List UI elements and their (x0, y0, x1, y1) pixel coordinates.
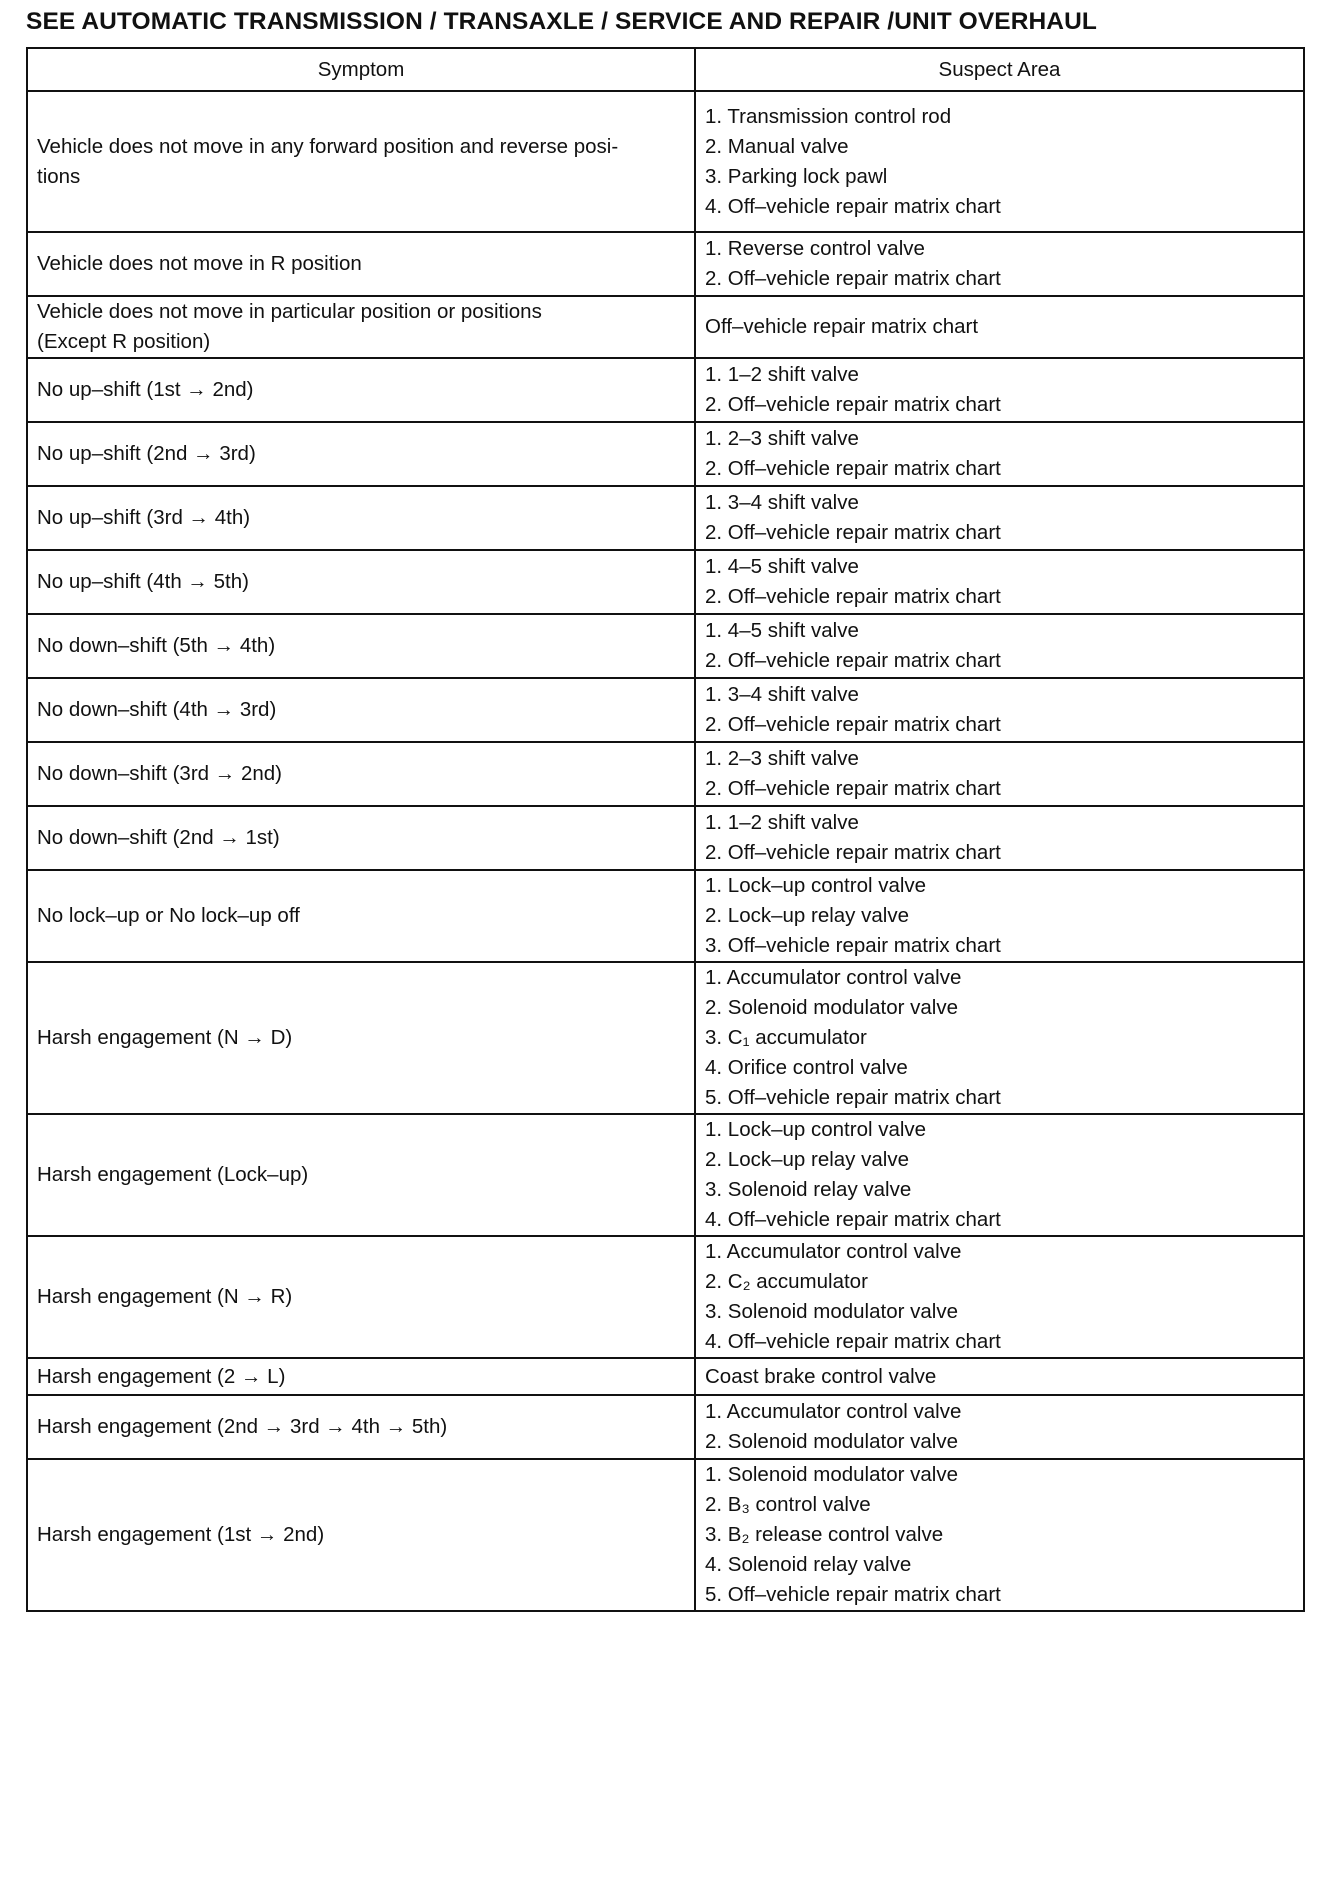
table-row (27, 1236, 1304, 1358)
suspect-area-cell (695, 742, 1304, 806)
symptom-text: tions (37, 164, 81, 188)
suspect-area-item: 2. Manual valve (705, 134, 849, 158)
symptom-cell (27, 678, 695, 742)
suspect-area-item: 5. Off–vehicle repair matrix chart (705, 1583, 1001, 1606)
suspect-area-item: 3. Off–vehicle repair matrix chart (705, 934, 1001, 957)
symptom-cell (27, 486, 695, 550)
symptom-text: No down–shift (4th → 3rd) (37, 698, 277, 721)
symptom-cell (27, 806, 695, 870)
symptom-text: No down–shift (5th → 4th) (37, 634, 276, 657)
suspect-area-item: 4. Solenoid relay valve (705, 1553, 912, 1576)
suspect-area-item: 1. Lock–up control valve (705, 874, 927, 897)
symptom-text: (Except R position) (37, 330, 211, 353)
suspect-area-item: 2. Solenoid modulator valve (705, 996, 958, 1019)
symptom-text: Harsh engagement (N → R) (37, 1285, 293, 1308)
suspect-area-item: 1. Accumulator control valve (705, 1400, 962, 1423)
table-row (27, 806, 1304, 870)
symptom-text: Vehicle does not move in any forward position and reverse posi- (37, 134, 619, 158)
suspect-area-cell (695, 91, 1304, 232)
symptom-text: No up–shift (3rd → 4th) (37, 506, 251, 529)
suspect-area-column-header: Suspect Area (695, 48, 1304, 91)
suspect-area-item: 1. 2–3 shift valve (705, 747, 859, 770)
suspect-area-item: 1. 1–2 shift valve (705, 811, 859, 834)
symptom-cell (27, 870, 695, 962)
suspect-area-item: 3. Parking lock pawl (705, 164, 888, 188)
suspect-area-item: 1. 4–5 shift valve (705, 555, 859, 578)
symptom-cell (27, 91, 695, 232)
table-row (27, 550, 1304, 614)
suspect-area-item: 1. 3–4 shift valve (705, 491, 859, 514)
symptom-cell (27, 1395, 695, 1459)
suspect-area-item: 3. C₁ accumulator (705, 1026, 867, 1049)
suspect-area-item: 1. 4–5 shift valve (705, 619, 859, 642)
table-row (27, 1114, 1304, 1236)
suspect-area-item: 1. Lock–up control valve (705, 1118, 927, 1141)
symptom-cell (27, 962, 695, 1114)
suspect-area-item: 2. C₂ accumulator (705, 1270, 868, 1293)
suspect-area-item: 4. Orifice control valve (705, 1056, 908, 1079)
suspect-area-cell (695, 1459, 1304, 1611)
suspect-area-cell (695, 678, 1304, 742)
suspect-area-item: 2. Off–vehicle repair matrix chart (705, 457, 1001, 480)
table-row (27, 614, 1304, 678)
suspect-area-item: 1. Accumulator control valve (705, 966, 962, 989)
suspect-area-item: 1. 1–2 shift valve (705, 363, 859, 386)
symptom-text: Vehicle does not move in particular position or positions (37, 300, 542, 323)
suspect-area-item: 2. Off–vehicle repair matrix chart (705, 649, 1001, 672)
suspect-area-item: 4. Off–vehicle repair matrix chart (705, 1208, 1001, 1231)
suspect-area-cell (695, 870, 1304, 962)
symptom-text: Harsh engagement (1st → 2nd) (37, 1523, 325, 1546)
symptom-column-header: Symptom (27, 48, 695, 91)
suspect-area-item: 2. Lock–up relay valve (705, 904, 909, 927)
suspect-area-item: 4. Off–vehicle repair matrix chart (705, 194, 1001, 218)
suspect-area-item: 2. Off–vehicle repair matrix chart (705, 267, 1001, 290)
suspect-area-cell (695, 1358, 1304, 1395)
symptom-cell (27, 614, 695, 678)
suspect-area-cell (695, 422, 1304, 486)
symptom-cell (27, 422, 695, 486)
suspect-area-cell (695, 296, 1304, 358)
suspect-area-item: 2. Solenoid modulator valve (705, 1430, 958, 1453)
symptom-cell (27, 742, 695, 806)
suspect-area-item: 1. Solenoid modulator valve (705, 1463, 958, 1486)
symptom-text: Harsh engagement (N → D) (37, 1026, 293, 1049)
diagnosis-table (26, 47, 1305, 1612)
symptom-text: Harsh engagement (2nd → 3rd → 4th → 5th) (37, 1415, 448, 1438)
suspect-area-cell (695, 962, 1304, 1114)
symptom-text: No up–shift (2nd → 3rd) (37, 442, 256, 465)
symptom-cell (27, 1459, 695, 1611)
suspect-area-cell (695, 550, 1304, 614)
suspect-area-item: 2. Off–vehicle repair matrix chart (705, 521, 1001, 544)
table-row (27, 962, 1304, 1114)
suspect-area-item: Coast brake control valve (705, 1364, 937, 1388)
table-row (27, 1395, 1304, 1459)
suspect-area-item: Off–vehicle repair matrix chart (705, 315, 979, 338)
symptom-cell (27, 1358, 695, 1395)
suspect-area-item: 2. Off–vehicle repair matrix chart (705, 393, 1001, 416)
suspect-area-item: 3. B₂ release control valve (705, 1523, 944, 1546)
suspect-area-cell (695, 486, 1304, 550)
symptom-text: No up–shift (1st → 2nd) (37, 378, 254, 401)
suspect-area-cell (695, 358, 1304, 422)
suspect-area-item: 1. Accumulator control valve (705, 1240, 962, 1263)
symptom-cell (27, 358, 695, 422)
suspect-area-item: 1. Reverse control valve (705, 237, 925, 260)
table-row (27, 1358, 1304, 1395)
page-title: SEE AUTOMATIC TRANSMISSION / TRANSAXLE / SERVICE AND REPAIR /UNIT OVERHAUL (26, 8, 1097, 35)
suspect-area-item: 1. Transmission control rod (705, 104, 952, 128)
table-body (27, 91, 1304, 1611)
symptom-cell (27, 232, 695, 296)
suspect-area-item: 5. Off–vehicle repair matrix chart (705, 1086, 1001, 1109)
suspect-area-item: 1. 2–3 shift valve (705, 427, 859, 450)
symptom-cell (27, 296, 695, 358)
symptom-text: No lock–up or No lock–up off (37, 904, 300, 927)
table-row (27, 742, 1304, 806)
suspect-area-item: 2. Off–vehicle repair matrix chart (705, 713, 1001, 736)
symptom-cell (27, 1114, 695, 1236)
table-row (27, 296, 1304, 358)
suspect-area-cell (695, 1395, 1304, 1459)
symptom-text: No down–shift (3rd → 2nd) (37, 762, 282, 785)
suspect-area-item: 3. Solenoid relay valve (705, 1178, 912, 1201)
suspect-area-item: 2. B₃ control valve (705, 1493, 871, 1516)
symptom-text: Harsh engagement (2 → L) (37, 1364, 286, 1388)
symptom-text: No up–shift (4th → 5th) (37, 570, 249, 593)
suspect-area-item: 2. Lock–up relay valve (705, 1148, 909, 1171)
table-row (27, 1459, 1304, 1611)
suspect-area-item: 2. Off–vehicle repair matrix chart (705, 777, 1001, 800)
suspect-area-cell (695, 232, 1304, 296)
table-row (27, 486, 1304, 550)
suspect-area-cell (695, 1236, 1304, 1358)
suspect-area-cell (695, 614, 1304, 678)
table-header-row (27, 48, 1304, 91)
suspect-area-item: 2. Off–vehicle repair matrix chart (705, 585, 1001, 608)
suspect-area-item: 1. 3–4 shift valve (705, 683, 859, 706)
table-row (27, 870, 1304, 962)
suspect-area-item: 2. Off–vehicle repair matrix chart (705, 841, 1001, 864)
table-row (27, 91, 1304, 232)
symptom-text: Vehicle does not move in R position (37, 252, 362, 275)
table-row (27, 678, 1304, 742)
table-row (27, 232, 1304, 296)
symptom-text: No down–shift (2nd → 1st) (37, 826, 280, 849)
symptom-text: Harsh engagement (Lock–up) (37, 1163, 309, 1186)
suspect-area-item: 3. Solenoid modulator valve (705, 1300, 958, 1323)
suspect-area-cell (695, 1114, 1304, 1236)
suspect-area-item: 4. Off–vehicle repair matrix chart (705, 1330, 1001, 1353)
symptom-cell (27, 1236, 695, 1358)
table-row (27, 422, 1304, 486)
table-row (27, 358, 1304, 422)
symptom-cell (27, 550, 695, 614)
suspect-area-cell (695, 806, 1304, 870)
